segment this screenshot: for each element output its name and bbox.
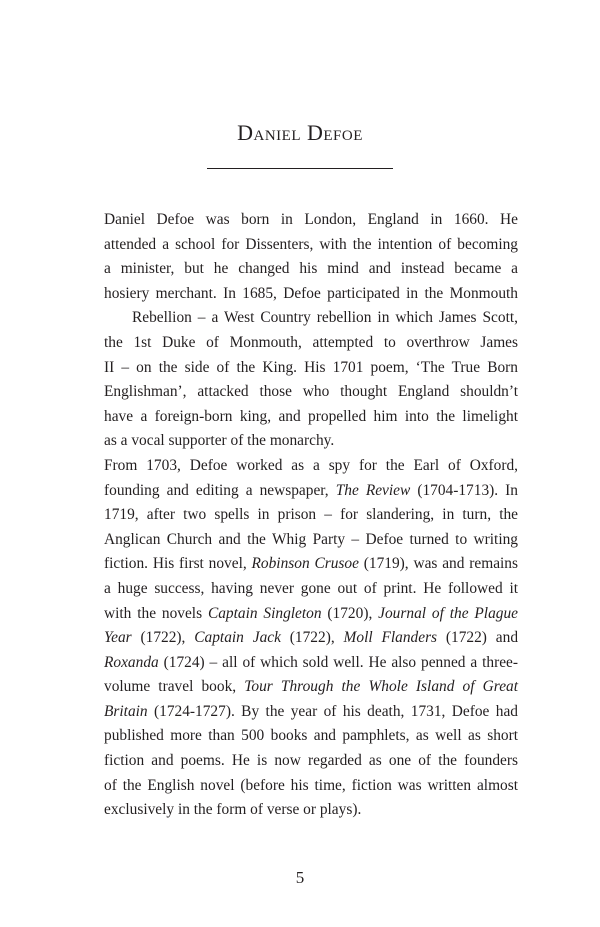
text-line: [104, 331, 518, 356]
text-run: From 1703, Defoe worked as a spy for the Earl of Oxford,: [104, 456, 518, 474]
text-line: [104, 626, 518, 651]
body-text: [104, 208, 518, 823]
text-run: (1722) and: [437, 629, 519, 647]
italic-title: Robinson Crusoe: [251, 555, 359, 573]
text-run: founding and editing a newspaper,: [104, 481, 336, 499]
text-run: a huge success, having never gone out of print. He followed it: [104, 579, 518, 597]
text-line: [104, 208, 518, 233]
chapter-title: Daniel Defoe: [237, 120, 363, 145]
text-run: exclusively in the form of verse or plays).: [104, 801, 362, 819]
text-line: [104, 602, 518, 627]
text-run: Daniel Defoe was born in London, England in 1660. He: [104, 211, 518, 228]
text-run: a minister, but he changed his mind and instead became a: [104, 260, 518, 278]
text-line: [104, 282, 518, 307]
text-line: [104, 552, 518, 577]
italic-title: Journal of the Plague: [378, 604, 518, 622]
paragraph: [104, 208, 518, 454]
text-run: fiction. His first novel,: [104, 555, 252, 573]
text-line: [104, 405, 518, 430]
text-line: [104, 528, 518, 553]
text-line: [104, 429, 518, 454]
text-run: the 1st Duke of Monmouth, attempted to overthrow James: [104, 333, 518, 351]
italic-title: Tour Through the Whole Island of Great: [244, 678, 518, 696]
italic-title: Roxanda: [104, 653, 159, 671]
text-run: with the novels: [104, 604, 208, 622]
text-line: [104, 503, 518, 528]
text-line: [104, 306, 518, 331]
text-run: hosiery merchant. In 1685, Defoe participated in the Monmouth: [104, 284, 518, 302]
italic-title: Britain: [104, 702, 148, 720]
text-run: published more than 500 books and pamphlets, as well as short: [104, 727, 518, 745]
paragraph: [104, 454, 518, 823]
text-run: 1719, after two spells in prison – for slandering, in turn, the: [104, 506, 518, 524]
text-line: [104, 798, 518, 823]
italic-title: Year: [104, 629, 132, 647]
text-run: have a foreign-born king, and propelled him into the limelight: [104, 407, 518, 425]
italic-title: Moll Flanders: [343, 629, 438, 647]
text-run: attended a school for Dissenters, with the intention of becoming: [104, 235, 518, 253]
text-run: (1722),: [280, 629, 344, 647]
text-line: [104, 749, 518, 774]
text-line: [104, 700, 518, 725]
text-line: [104, 577, 518, 602]
text-line: [104, 651, 518, 676]
italic-title: Captain Singleton: [207, 604, 322, 622]
text-run: of the English novel (before his time, fiction was written almost: [104, 776, 518, 794]
text-run: (1724) – all of which sold well. He also penned a three-: [158, 653, 518, 671]
text-run: fiction and poems. He is now regarded as one of the founders: [104, 752, 518, 770]
text-line: [104, 774, 518, 799]
text-run: Anglican Church and the Whig Party – Defoe turned to writing: [104, 530, 518, 548]
text-run: Englishman’, attacked those who thought England shouldn’t: [104, 383, 518, 401]
text-run: volume travel book,: [104, 678, 245, 696]
text-run: (1722),: [131, 629, 195, 647]
text-line: [104, 380, 518, 405]
text-run: Rebellion – a West Country rebellion in which James Scott,: [132, 309, 518, 327]
page-number: 5: [295, 868, 305, 887]
text-line: [104, 479, 518, 504]
text-line: [104, 724, 518, 749]
text-line: [104, 356, 518, 381]
text-run: (1724-1727). By the year of his death, 1731, Defoe had: [147, 702, 518, 720]
text-run: (1719), was and remains: [358, 555, 518, 573]
text-run: as a vocal supporter of the monarchy.: [104, 432, 335, 450]
text-line: [104, 257, 518, 282]
italic-title: Captain Jack: [194, 629, 281, 647]
text-run: (1704-1713). In: [410, 481, 518, 499]
text-line: [104, 454, 518, 479]
text-line: [104, 233, 518, 258]
text-run: (1720),: [321, 604, 379, 622]
text-line: [104, 675, 518, 700]
italic-title: The Review: [335, 481, 411, 499]
title-rule: [207, 168, 393, 169]
text-run: II – on the side of the King. His 1701 poem, ‘The True Born: [104, 358, 518, 376]
